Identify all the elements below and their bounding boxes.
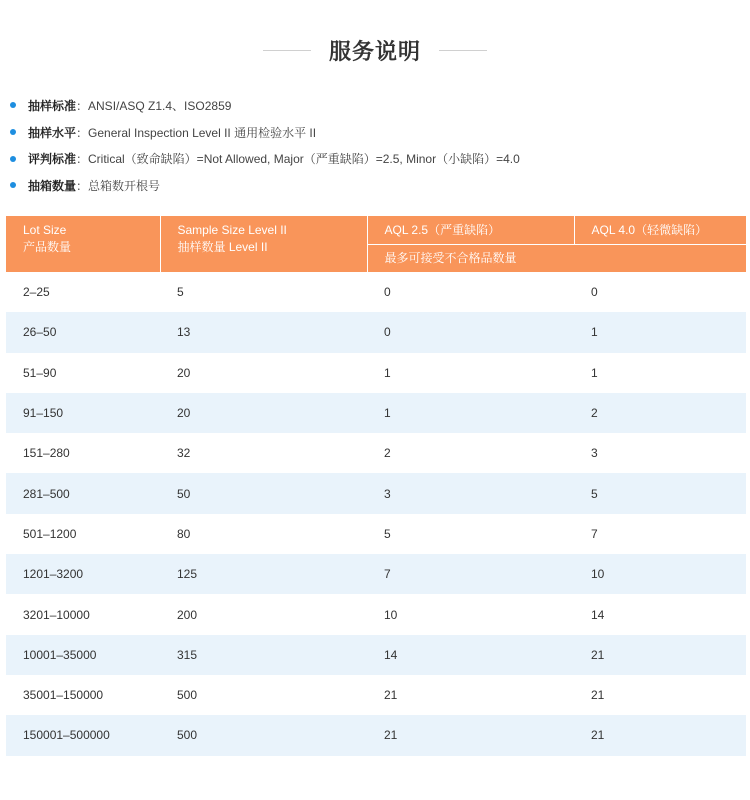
cell-aql-minor: 5 <box>574 473 746 513</box>
cell-sample-size: 20 <box>177 365 191 380</box>
aql-table-body <box>6 272 746 756</box>
cell-aql-major: 14 <box>367 635 574 675</box>
table-row <box>6 393 746 433</box>
table-row <box>6 353 746 393</box>
info-label: 抽样标准 <box>28 98 77 113</box>
table-row <box>6 312 746 352</box>
cell-lot-size: 26–50 <box>6 312 160 352</box>
title-divider-left <box>263 50 311 51</box>
table-row <box>6 473 746 513</box>
cell-aql-minor: 2 <box>574 393 746 433</box>
header-aql-major: AQL 2.5（严重缺陷） <box>367 216 574 245</box>
bullet-icon <box>10 156 16 162</box>
cell-lot-size: 501–1200 <box>23 526 77 541</box>
info-label: 抽箱数量 <box>28 178 77 193</box>
info-item-level <box>10 119 740 146</box>
cell-lot-size: 3201–10000 <box>23 607 90 622</box>
cell-lot-size: 281–500 <box>6 473 160 513</box>
title-divider-right <box>439 50 487 51</box>
info-item-standard <box>10 92 740 119</box>
info-item-cartons <box>10 172 740 199</box>
bullet-icon <box>10 102 16 108</box>
cell-lot-size: 51–90 <box>23 365 57 380</box>
info-value: ：General Inspection Level II 通用检验水平 II <box>76 125 317 140</box>
cell-aql-minor: 0 <box>591 285 598 300</box>
cell-aql-minor: 21 <box>591 688 605 703</box>
table-row <box>6 433 746 473</box>
cell-aql-major: 2 <box>384 446 391 461</box>
cell-sample-size: 32 <box>177 446 191 461</box>
cell-aql-minor: 21 <box>574 715 746 755</box>
aql-table <box>6 216 746 756</box>
cell-lot-size: 91–150 <box>6 393 160 433</box>
cell-aql-major: 3 <box>367 473 574 513</box>
title-row <box>0 30 750 70</box>
cell-sample-size: 50 <box>160 473 367 513</box>
header-max-acceptable: 最多可接受不合格品数量 <box>367 245 746 272</box>
info-list <box>10 92 740 199</box>
table-row <box>6 715 746 755</box>
info-item-criteria <box>10 145 740 172</box>
cell-lot-size: 10001–35000 <box>6 635 160 675</box>
table-row <box>6 635 746 675</box>
cell-aql-minor: 1 <box>574 312 746 352</box>
header-aql-minor: AQL 4.0（轻微缺陷） <box>574 216 746 245</box>
bullet-icon <box>10 129 16 135</box>
cell-aql-major: 21 <box>384 688 398 703</box>
cell-sample-size: 200 <box>177 607 198 622</box>
cell-aql-minor: 10 <box>574 554 746 594</box>
cell-aql-major: 5 <box>384 526 391 541</box>
table-row <box>6 554 746 594</box>
cell-aql-minor: 7 <box>591 526 598 541</box>
info-value: ：总箱数开根号 <box>76 178 161 193</box>
page-title: 服务说明 <box>328 38 421 64</box>
cell-sample-size: 13 <box>160 312 367 352</box>
table-row <box>6 514 746 554</box>
header-sample-size-cn: 抽样数量 Level II <box>177 240 268 254</box>
info-label: 抽样水平 <box>28 125 77 140</box>
header-lot-size-cn: 产品数量 <box>23 240 72 254</box>
cell-aql-major: 21 <box>367 715 574 755</box>
table-row <box>6 272 746 312</box>
bullet-icon <box>10 182 16 188</box>
cell-aql-minor: 3 <box>591 446 598 461</box>
cell-aql-minor: 1 <box>591 365 598 380</box>
table-row <box>6 675 746 715</box>
cell-sample-size: 500 <box>177 688 198 703</box>
cell-aql-major: 1 <box>384 365 391 380</box>
cell-lot-size: 35001–150000 <box>23 688 104 703</box>
cell-sample-size: 500 <box>160 715 367 755</box>
info-value: ：Critical（致命缺陷）=Not Allowed, Major（严重缺陷）=2.5, Minor（小缺陷）=4.0 <box>76 152 520 167</box>
cell-aql-major: 7 <box>367 554 574 594</box>
header-sample-size <box>160 216 367 272</box>
cell-lot-size: 2–25 <box>23 285 50 300</box>
cell-aql-major: 0 <box>367 312 574 352</box>
info-value: ：ANSI/ASQ Z1.4、ISO2859 <box>76 98 232 113</box>
cell-lot-size: 150001–500000 <box>6 715 160 755</box>
cell-sample-size: 80 <box>177 526 191 541</box>
aql-table-header <box>6 216 746 272</box>
table-row <box>6 594 746 634</box>
cell-sample-size: 125 <box>160 554 367 594</box>
cell-lot-size: 151–280 <box>23 446 70 461</box>
cell-aql-minor: 14 <box>591 607 605 622</box>
cell-aql-major: 10 <box>384 607 398 622</box>
cell-aql-minor: 21 <box>574 635 746 675</box>
cell-sample-size: 315 <box>160 635 367 675</box>
header-lot-size-en: Lot Size <box>23 223 67 237</box>
header-sample-size-en: Sample Size Level II <box>177 223 287 237</box>
cell-aql-major: 0 <box>384 285 391 300</box>
info-label: 评判标准 <box>28 152 77 167</box>
cell-sample-size: 5 <box>177 285 184 300</box>
header-lot-size <box>6 216 160 272</box>
cell-lot-size: 1201–3200 <box>6 554 160 594</box>
cell-sample-size: 20 <box>160 393 367 433</box>
cell-aql-major: 1 <box>367 393 574 433</box>
